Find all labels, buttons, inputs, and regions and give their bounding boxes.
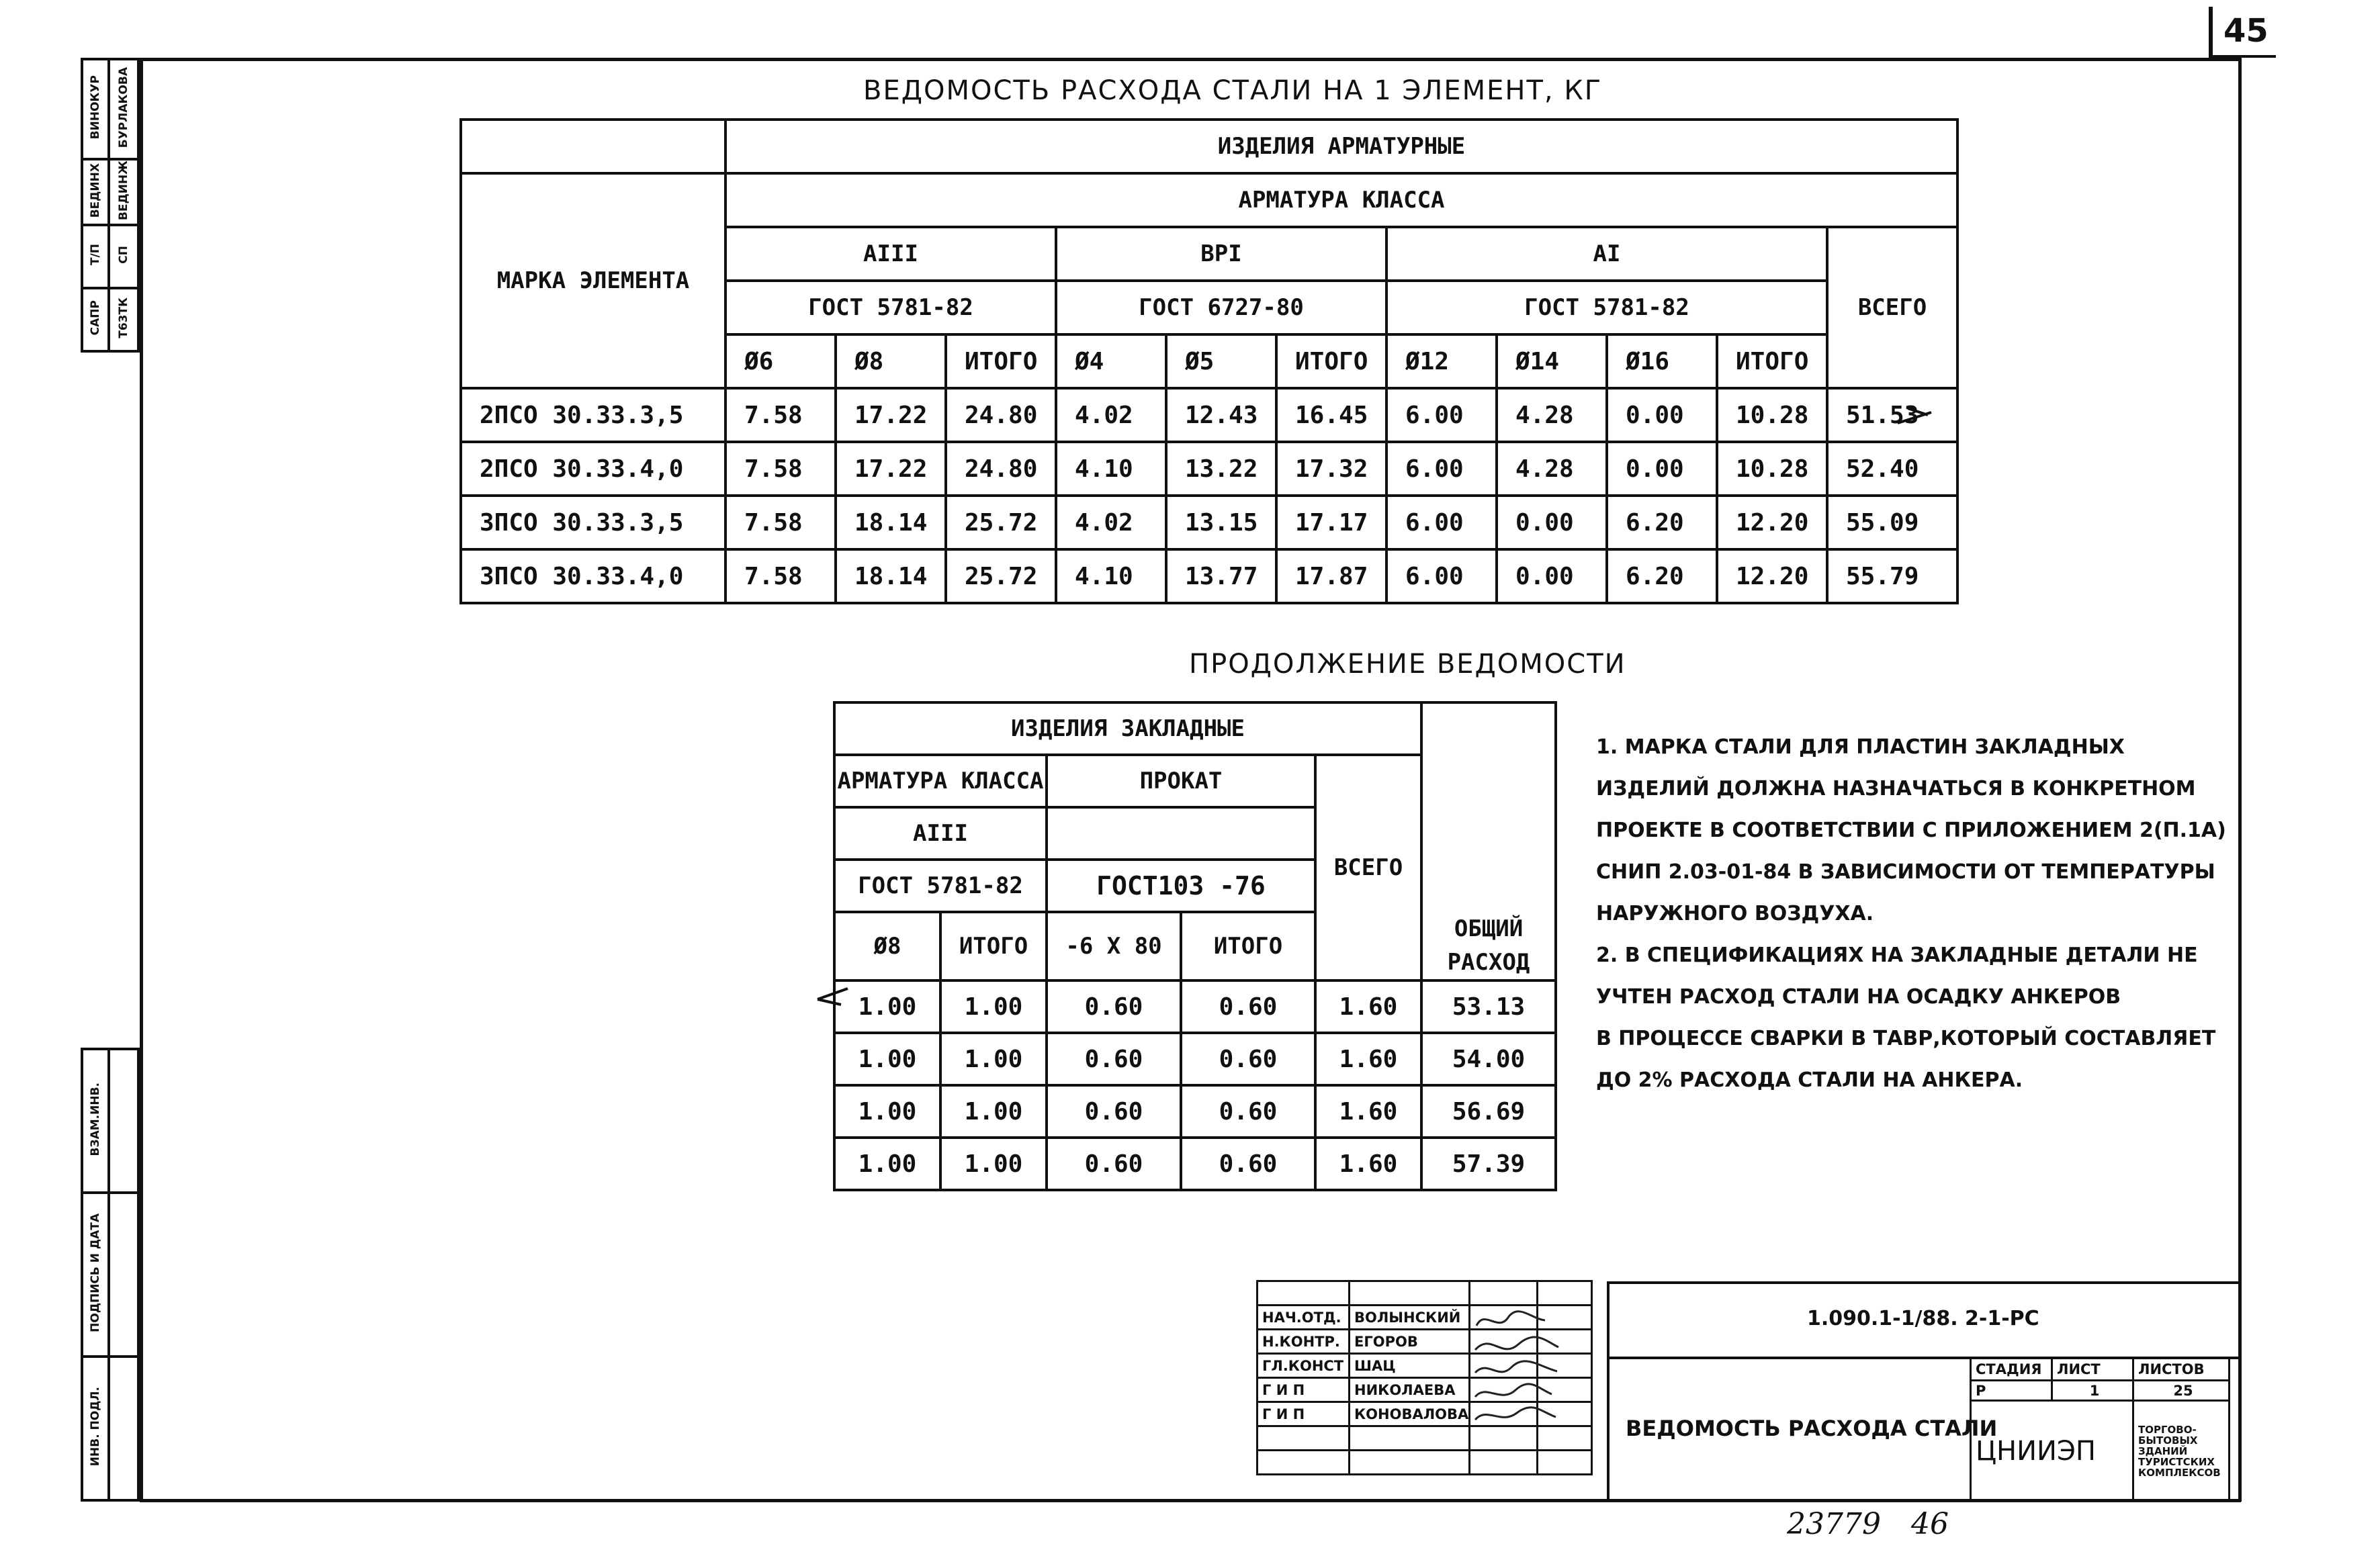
table-cell: 52.40 [1827, 442, 1957, 496]
table-cell: 17.22 [836, 442, 946, 496]
empty-corner-cell [461, 120, 725, 173]
col-header: Ø16 [1607, 334, 1717, 388]
notes-block [1596, 727, 2226, 1101]
check-mark-icon [1894, 403, 1935, 430]
table-cell [82, 1049, 109, 1193]
table-cell: 0.60 [1047, 1033, 1181, 1085]
table-cell: 12.43 [1166, 388, 1276, 442]
table-cell [82, 59, 109, 159]
text-label: КОМПЛЕКСОВ [2138, 1466, 2221, 1479]
table-cell: 24.80 [946, 388, 1056, 442]
table-cell: 12.20 [1717, 496, 1827, 549]
table-cell: 1.00 [834, 1033, 940, 1085]
table-cell: 2ПСО 30.33.3,5 [461, 388, 725, 442]
table-cell: 0.00 [1607, 442, 1717, 496]
text-label: ВЗАМ.ИНВ. [89, 1082, 102, 1156]
table-cell [1538, 1451, 1592, 1475]
table-cell: ГЛ.КОНСТ [1258, 1354, 1350, 1378]
table-cell: 12.20 [1717, 549, 1827, 603]
table-cell: 18.14 [836, 549, 946, 603]
table-row [834, 1085, 1556, 1138]
table-cell: ЛИСТ [2052, 1358, 2133, 1381]
table-cell [82, 1357, 109, 1500]
main-table-title: ВЕДОМОСТЬ РАСХОДА СТАЛИ НА 1 ЭЛЕМЕНТ, КГ [863, 75, 1603, 106]
table-cell [1470, 1281, 1538, 1306]
table-cell [109, 1049, 138, 1193]
table-cell: 56.69 [1421, 1085, 1556, 1138]
table-cell: 55.09 [1827, 496, 1957, 549]
col-header: ИТОГО [946, 334, 1056, 388]
table-cell [1258, 1426, 1350, 1451]
table-cell: 2ПСО 30.33.4,0 [461, 442, 725, 496]
table-cell: 13.15 [1166, 496, 1276, 549]
table-cell: 1.60 [1315, 1138, 1421, 1190]
table-cell: 6.20 [1607, 496, 1717, 549]
text-label: ВЕДИНЖ [117, 161, 130, 220]
table-cell [82, 1193, 109, 1357]
signatures-icon [1471, 1306, 1565, 1426]
table-cell: 16.45 [1276, 388, 1386, 442]
header-total: ВСЕГО [1315, 755, 1421, 980]
footer-number: 46 [1911, 1507, 1949, 1541]
col-header: Ø14 [1497, 334, 1607, 388]
table-row [82, 225, 138, 288]
table-cell: 0.00 [1497, 549, 1607, 603]
note-line: 2. В СПЕЦИФИКАЦИЯХ НА ЗАКЛАДНЫЕ ДЕТАЛИ НЕ [1596, 944, 2198, 967]
header-rolled: ПРОКАТ [1047, 755, 1315, 807]
table-cell [82, 159, 109, 225]
table-cell [109, 1357, 138, 1500]
table-cell: 0.00 [1497, 496, 1607, 549]
gost-vpi: ГОСТ 6727-80 [1056, 281, 1386, 334]
table-row [82, 59, 138, 159]
note-line: В ПРОЦЕССЕ СВАРКИ В ТАВР,КОТОРЫЙ СОСТАВЛЯЕТ [1596, 1027, 2216, 1050]
table-cell: Н.КОНТР. [1258, 1330, 1350, 1354]
col-header: Ø12 [1386, 334, 1497, 388]
table-cell [82, 288, 109, 351]
table-cell: 0.60 [1047, 980, 1181, 1033]
table-cell: НИКОЛАЕВА [1350, 1378, 1470, 1402]
note-line: ДО 2% РАСХОДА СТАЛИ НА АНКЕРА. [1596, 1068, 2023, 1092]
table-cell: 13.22 [1166, 442, 1276, 496]
table-cell: 0.60 [1047, 1138, 1181, 1190]
group-ai: AI [1386, 227, 1827, 281]
header-mark: МАРКА ЭЛЕМЕНТА [461, 173, 725, 388]
table-cell: 1.60 [1315, 980, 1421, 1033]
table-row [461, 496, 1957, 549]
document-code: 1.090.1-1/88. 2-1-РС [1807, 1307, 2039, 1330]
table-cell: 1.00 [940, 980, 1047, 1033]
table-cell: 0.60 [1181, 1085, 1315, 1138]
table-cell [1538, 1281, 1592, 1306]
table-row [82, 1193, 138, 1357]
stage-sheet-table [1970, 1357, 2230, 1502]
header-class-name: AIII [834, 807, 1047, 860]
table-cell [1350, 1426, 1470, 1451]
table-cell: 17.22 [836, 388, 946, 442]
table-cell: 0.60 [1047, 1085, 1181, 1138]
group-vpi: ВРI [1056, 227, 1386, 281]
table-cell: 55.79 [1827, 549, 1957, 603]
table-cell: 1.00 [834, 1138, 940, 1190]
table-cell: 4.02 [1056, 496, 1166, 549]
table-cell [1350, 1281, 1470, 1306]
header-gost1: ГОСТ 5781-82 [834, 860, 1047, 912]
table-cell: 4.10 [1056, 442, 1166, 496]
table-cell: ЕГОРОВ [1350, 1330, 1470, 1354]
table-row [1971, 1381, 2230, 1401]
table-cell: 10.28 [1717, 388, 1827, 442]
text-label: ПОДПИСЬ И ДАТА [89, 1214, 102, 1332]
table-cell: 10.28 [1717, 442, 1827, 496]
table-row [461, 120, 1957, 173]
table-cell [109, 159, 138, 225]
table-cell: 1.00 [834, 1085, 940, 1138]
header-products: ИЗДЕЛИЯ АРМАТУРНЫЕ [725, 120, 1957, 173]
table-cell [109, 225, 138, 288]
table-cell: 7.58 [725, 388, 836, 442]
table-row [1971, 1401, 2230, 1502]
table-cell: НАЧ.ОТД. [1258, 1306, 1350, 1330]
page-number: 45 [2223, 12, 2268, 50]
table-cell: 4.02 [1056, 388, 1166, 442]
text-label: ТОРГОВО- [2138, 1423, 2197, 1436]
table-cell: 1.60 [1315, 1085, 1421, 1138]
table-row [82, 1049, 138, 1193]
table-cell: 4.28 [1497, 388, 1607, 442]
table-row [834, 1138, 1556, 1190]
table-cell: 25.72 [946, 496, 1056, 549]
col-header: ИТОГО [1181, 912, 1315, 980]
frame-top [140, 58, 2241, 61]
side-stamp-top [81, 58, 140, 353]
table-cell: ШАЦ [1350, 1354, 1470, 1378]
text-label: ВИНОКУР [89, 75, 102, 140]
table-cell: 25 [2133, 1381, 2230, 1401]
table-cell: 7.58 [725, 549, 836, 603]
document-title: ВЕДОМОСТЬ РАСХОДА СТАЛИ [1626, 1416, 1998, 1441]
frame-bottom [140, 1499, 2241, 1502]
frame-right [2238, 58, 2242, 1502]
table-cell: 4.28 [1497, 442, 1607, 496]
table-cell: 25.72 [946, 549, 1056, 603]
note-line: 1. МАРКА СТАЛИ ДЛЯ ПЛАСТИН ЗАКЛАДНЫХ [1596, 735, 2125, 759]
table-row [461, 442, 1957, 496]
text-label: СП [117, 246, 130, 264]
table-cell: 1 [2052, 1381, 2133, 1401]
table-cell [109, 59, 138, 159]
table-cell: 3ПСО 30.33.3,5 [461, 496, 725, 549]
table-row [1971, 1358, 2230, 1381]
table-row [461, 388, 1957, 442]
text-label: САПР [89, 300, 102, 336]
continuation-table-title: ПРОДОЛЖЕНИЕ ВЕДОМОСТИ [1189, 649, 1626, 680]
table-row [834, 912, 1556, 980]
col-header: Ø6 [725, 334, 836, 388]
table-cell: КОНОВАЛОВА [1350, 1402, 1470, 1426]
text-label: ВЕДИНХ [89, 163, 102, 218]
table-cell: 6.00 [1386, 442, 1497, 496]
table-cell: 6.20 [1607, 549, 1717, 603]
table-row [834, 702, 1556, 755]
table-cell: СТАДИЯ [1971, 1358, 2052, 1381]
table-cell: Р [1971, 1381, 2052, 1401]
text-label: ИНВ. ПОДЛ. [89, 1387, 102, 1467]
table-cell: 17.87 [1276, 549, 1386, 603]
table-cell [109, 1193, 138, 1357]
title-block-divider [1607, 1281, 1610, 1500]
table-row [1258, 1281, 1592, 1306]
col-header: Ø4 [1056, 334, 1166, 388]
gost-ai: ГОСТ 5781-82 [1386, 281, 1827, 334]
gost-aiii: ГОСТ 5781-82 [725, 281, 1056, 334]
text-label: ЗДАНИЙ [2138, 1445, 2188, 1457]
text-label: БУРЛАКОВА [117, 66, 130, 148]
text-label: Т63ТК [117, 298, 130, 338]
header-gost2: ГОСТ103 -76 [1047, 860, 1315, 912]
table-cell: Г И П [1258, 1378, 1350, 1402]
note-line: НАРУЖНОГО ВОЗДУХА. [1596, 902, 1874, 925]
table-row [834, 1033, 1556, 1085]
col-header: Ø8 [834, 912, 940, 980]
table-row [82, 159, 138, 225]
text-label: БЫТОВЫХ [2138, 1434, 2198, 1447]
table-cell [109, 288, 138, 351]
table-row [82, 288, 138, 351]
table-cell [1258, 1281, 1350, 1306]
continuation-table [833, 701, 1557, 1191]
table-cell: 57.39 [1421, 1138, 1556, 1190]
col-header: Ø5 [1166, 334, 1276, 388]
table-cell: 17.17 [1276, 496, 1386, 549]
text-label: ОБЩИЙ [1454, 915, 1524, 942]
note-line: ПРОЕКТЕ В СООТВЕТСТВИИ С ПРИЛОЖЕНИЕМ 2(П.1А) [1596, 819, 2226, 842]
footer-number: 23779 [1787, 1507, 1881, 1541]
table-cell: 17.32 [1276, 442, 1386, 496]
header-common-consumption [1421, 912, 1556, 980]
col-header: Ø8 [836, 334, 946, 388]
frame-left [140, 58, 143, 1502]
table-row [461, 173, 1957, 227]
organization: ЦНИИЭП [1971, 1401, 2133, 1502]
table-cell: Г И П [1258, 1402, 1350, 1426]
note-line: УЧТЕН РАСХОД СТАЛИ НА ОСАДКУ АНКЕРОВ [1596, 985, 2121, 1009]
table-row [461, 549, 1957, 603]
table-cell: 0.60 [1181, 980, 1315, 1033]
table-cell: 6.00 [1386, 496, 1497, 549]
text-label: Т/П [89, 244, 102, 266]
table-cell: 6.00 [1386, 388, 1497, 442]
col-header: -6 Х 80 [1047, 912, 1181, 980]
table-cell: 53.13 [1421, 980, 1556, 1033]
table-row [1258, 1451, 1592, 1475]
table-cell: 0.00 [1607, 388, 1717, 442]
table-cell [82, 225, 109, 288]
table-cell: 24.80 [946, 442, 1056, 496]
table-cell: 18.14 [836, 496, 946, 549]
table-row [82, 1357, 138, 1500]
table-cell: 7.58 [725, 442, 836, 496]
check-mark-icon [814, 982, 854, 1009]
title-block-top-line [1607, 1281, 2240, 1284]
page-number-divider [2209, 7, 2213, 59]
header-embedded-products: ИЗДЕЛИЯ ЗАКЛАДНЫЕ [834, 702, 1421, 755]
note-line: ИЗДЕЛИЙ ДОЛЖНА НАЗНАЧАТЬСЯ В КОНКРЕТНОМ [1596, 777, 2196, 800]
table-cell: 1.60 [1315, 1033, 1421, 1085]
table-cell: 7.58 [725, 496, 836, 549]
header-common-empty [1421, 702, 1556, 912]
table-cell: 0.60 [1181, 1138, 1315, 1190]
col-header: ИТОГО [1717, 334, 1827, 388]
table-cell: 0.60 [1181, 1033, 1315, 1085]
text-label: РАСХОД [1447, 949, 1530, 976]
table-cell: 6.00 [1386, 549, 1497, 603]
header-class: АРМАТУРА КЛАССА [725, 173, 1957, 227]
table-cell: 1.00 [940, 1138, 1047, 1190]
table-cell: ЛИСТОВ [2133, 1358, 2230, 1381]
table-cell [1350, 1451, 1470, 1475]
header-total: ВСЕГО [1827, 227, 1957, 388]
note-line: СНИП 2.03-01-84 В ЗАВИСИМОСТИ ОТ ТЕМПЕРАТУРЫ [1596, 860, 2215, 884]
table-row [1258, 1426, 1592, 1451]
text-label: ТУРИСТСКИХ [2138, 1455, 2215, 1468]
table-cell [1258, 1451, 1350, 1475]
col-header: ИТОГО [940, 912, 1047, 980]
col-header: ИТОГО [1276, 334, 1386, 388]
table-cell [1538, 1426, 1592, 1451]
table-cell: 3ПСО 30.33.4,0 [461, 549, 725, 603]
table-cell: 1.00 [940, 1085, 1047, 1138]
header-class: АРМАТУРА КЛАССА [834, 755, 1047, 807]
table-cell: 1.00 [834, 980, 940, 1033]
group-aiii: AIII [725, 227, 1056, 281]
table-cell [1470, 1426, 1538, 1451]
main-steel-table [459, 118, 1959, 604]
organization-description [2133, 1401, 2230, 1502]
side-stamp-bottom [81, 1048, 140, 1502]
table-row [834, 980, 1556, 1033]
table-cell: 4.10 [1056, 549, 1166, 603]
table-cell [1470, 1451, 1538, 1475]
table-cell: 13.77 [1166, 549, 1276, 603]
table-cell: ВОЛЫНСКИЙ [1350, 1306, 1470, 1330]
table-cell: 54.00 [1421, 1033, 1556, 1085]
table-cell: 51.53 [1827, 388, 1957, 442]
table-cell: 1.00 [940, 1033, 1047, 1085]
header-rolled-empty [1047, 807, 1315, 860]
